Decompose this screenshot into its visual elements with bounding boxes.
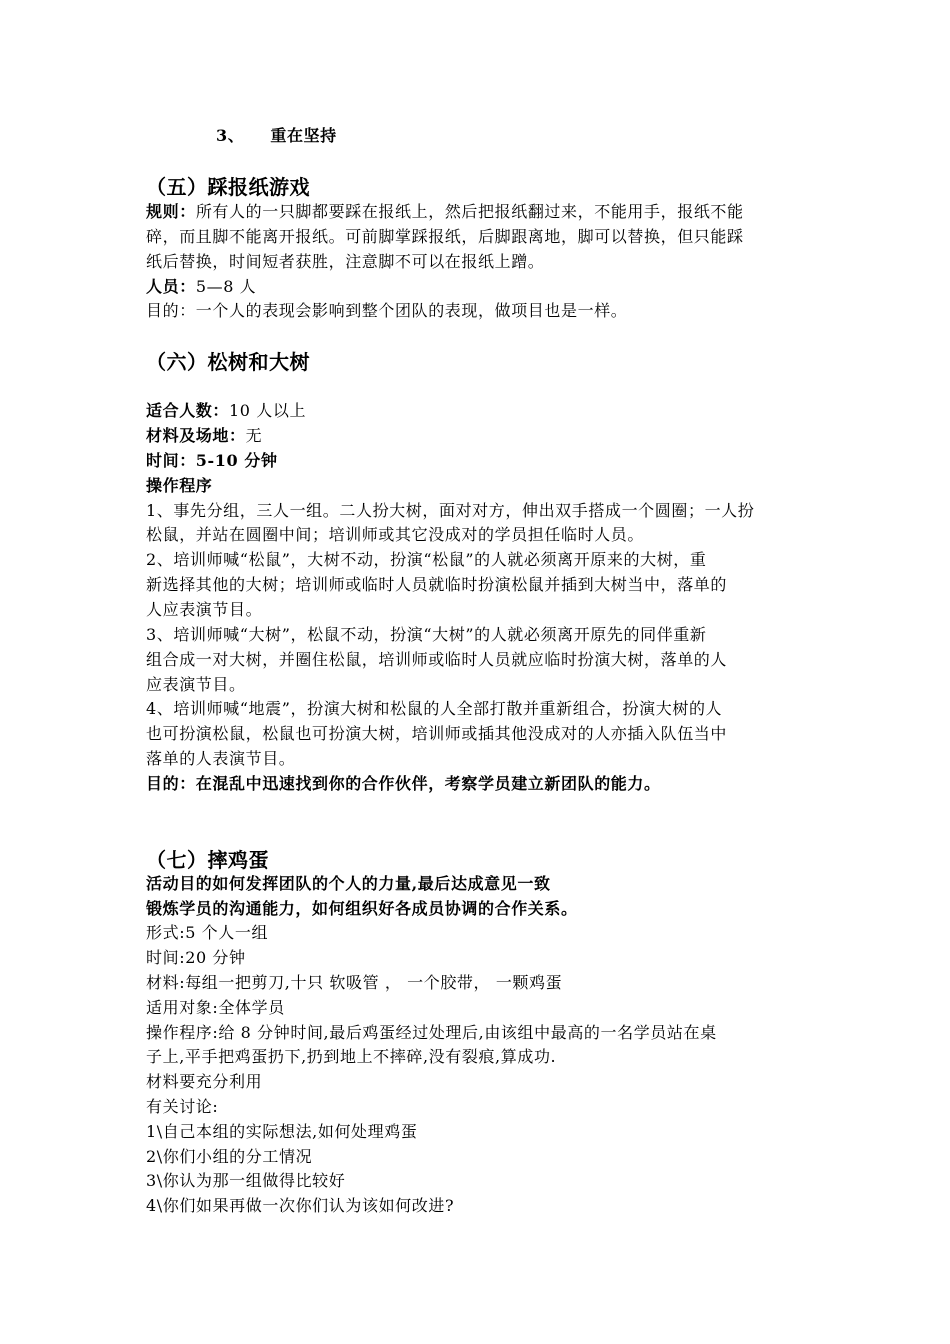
s5-rule-line-3: 纸后替换，时间短者获胜，注意脚不可以在报纸上蹭。 bbox=[146, 252, 545, 271]
s6-line-3: 2、培训师喊“松鼠”，大树不动，扮演“松鼠”的人就必须离开原来的大树，重 bbox=[146, 550, 707, 569]
s6-line-7: 组合成一对大树，并圈住松鼠，培训师或临时人员就应临时扮演大树，落单的人 bbox=[146, 650, 728, 669]
s6-material bbox=[146, 424, 262, 448]
s6-material-value: 无 bbox=[245, 426, 263, 445]
s6-line-5: 人应表演节目。 bbox=[146, 600, 263, 619]
s7-line-12: 4\你们如果再做一次你们认为该如何改进? bbox=[146, 1196, 455, 1215]
s7-line-1: 形式:5 个人一组 bbox=[146, 923, 269, 942]
s5-rule-text-1: 所有人的一只脚都要踩在报纸上，然后把报纸翻过来，不能用手，报纸不能 bbox=[195, 202, 744, 221]
s7-line-4: 适用对象:全体学员 bbox=[146, 998, 285, 1017]
s5-rule-line-2: 碎，而且脚不能离开报纸。可前脚掌踩报纸，后脚跟离地，脚可以替换，但只能踩 bbox=[146, 227, 744, 246]
item-3-number: 3、 bbox=[216, 126, 245, 145]
s7-goal-2: 锻炼学员的沟通能力，如何组织好各成员协调的合作关系。 bbox=[146, 899, 578, 918]
s6-line-10: 也可扮演松鼠，松鼠也可扮演大树，培训师或插其他没成对的人亦插入队伍当中 bbox=[146, 724, 728, 743]
s6-line-2: 松鼠，并站在圆圈中间；培训师或其它没成对的学员担任临时人员。 bbox=[146, 525, 645, 544]
section-6-title: （六）松树和大树 bbox=[146, 350, 310, 374]
s5-people-value: 5—8 人 bbox=[195, 277, 257, 296]
s6-line-4: 新选择其他的大树；培训师或临时人员就临时扮演松鼠并插到大树当中，落单的 bbox=[146, 575, 728, 594]
item-3 bbox=[216, 124, 337, 148]
s6-line-11: 落单的人表演节目。 bbox=[146, 749, 296, 768]
s6-count-value: 10 人以上 bbox=[229, 401, 307, 420]
s5-people bbox=[146, 275, 256, 299]
section-7-title: （七）摔鸡蛋 bbox=[146, 848, 269, 872]
s7-line-8: 有关讨论: bbox=[146, 1097, 219, 1116]
s6-time: 时间：5-10 分钟 bbox=[146, 451, 278, 470]
s6-line-9: 4、培训师喊“地震”，扮演大树和松鼠的人全部打散并重新组合，扮演大树的人 bbox=[146, 699, 723, 718]
section-5-title: （五）踩报纸游戏 bbox=[146, 175, 310, 199]
s5-rule-line-1 bbox=[146, 200, 744, 224]
s7-line-9: 1\自己本组的实际想法,如何处理鸡蛋 bbox=[146, 1122, 418, 1141]
s6-procedure-heading: 操作程序 bbox=[146, 476, 213, 495]
s6-material-label: 材料及场地： bbox=[146, 426, 246, 445]
s7-line-5: 操作程序:给 8 分钟时间,最后鸡蛋经过处理后,由该组中最高的一名学员站在桌 bbox=[146, 1023, 717, 1042]
s7-line-7: 材料要充分利用 bbox=[146, 1072, 263, 1091]
s5-people-label: 人员： bbox=[146, 277, 196, 296]
s7-line-2: 时间:20 分钟 bbox=[146, 948, 246, 967]
s6-line-8: 应表演节目。 bbox=[146, 675, 246, 694]
s6-purpose: 目的：在混乱中迅速找到你的合作伙伴，考察学员建立新团队的能力。 bbox=[146, 774, 661, 793]
s5-rule-label: 规则： bbox=[146, 202, 196, 221]
item-3-label: 重在坚持 bbox=[270, 126, 337, 145]
s7-line-10: 2\你们小组的分工情况 bbox=[146, 1147, 313, 1166]
s6-line-1: 1、事先分组，三人一组。二人扮大树，面对对方，伸出双手搭成一个圆圈；一人扮 bbox=[146, 501, 755, 520]
s7-line-3: 材料:每组一把剪刀,十只 软吸管 ， 一个胶带， 一颗鸡蛋 bbox=[146, 973, 563, 992]
s5-purpose: 目的：一个人的表现会影响到整个团队的表现，做项目也是一样。 bbox=[146, 301, 628, 320]
s6-count bbox=[146, 399, 306, 423]
s6-count-label: 适合人数： bbox=[146, 401, 230, 420]
s7-goal-1: 活动目的如何发挥团队的个人的力量,最后达成意见一致 bbox=[146, 874, 551, 893]
s6-line-6: 3、培训师喊“大树”，松鼠不动，扮演“大树”的人就必须离开原先的同伴重新 bbox=[146, 625, 707, 644]
s7-line-11: 3\你认为那一组做得比较好 bbox=[146, 1171, 346, 1190]
s7-line-6: 子上,平手把鸡蛋扔下,扔到地上不摔碎,没有裂痕,算成功. bbox=[146, 1047, 557, 1066]
